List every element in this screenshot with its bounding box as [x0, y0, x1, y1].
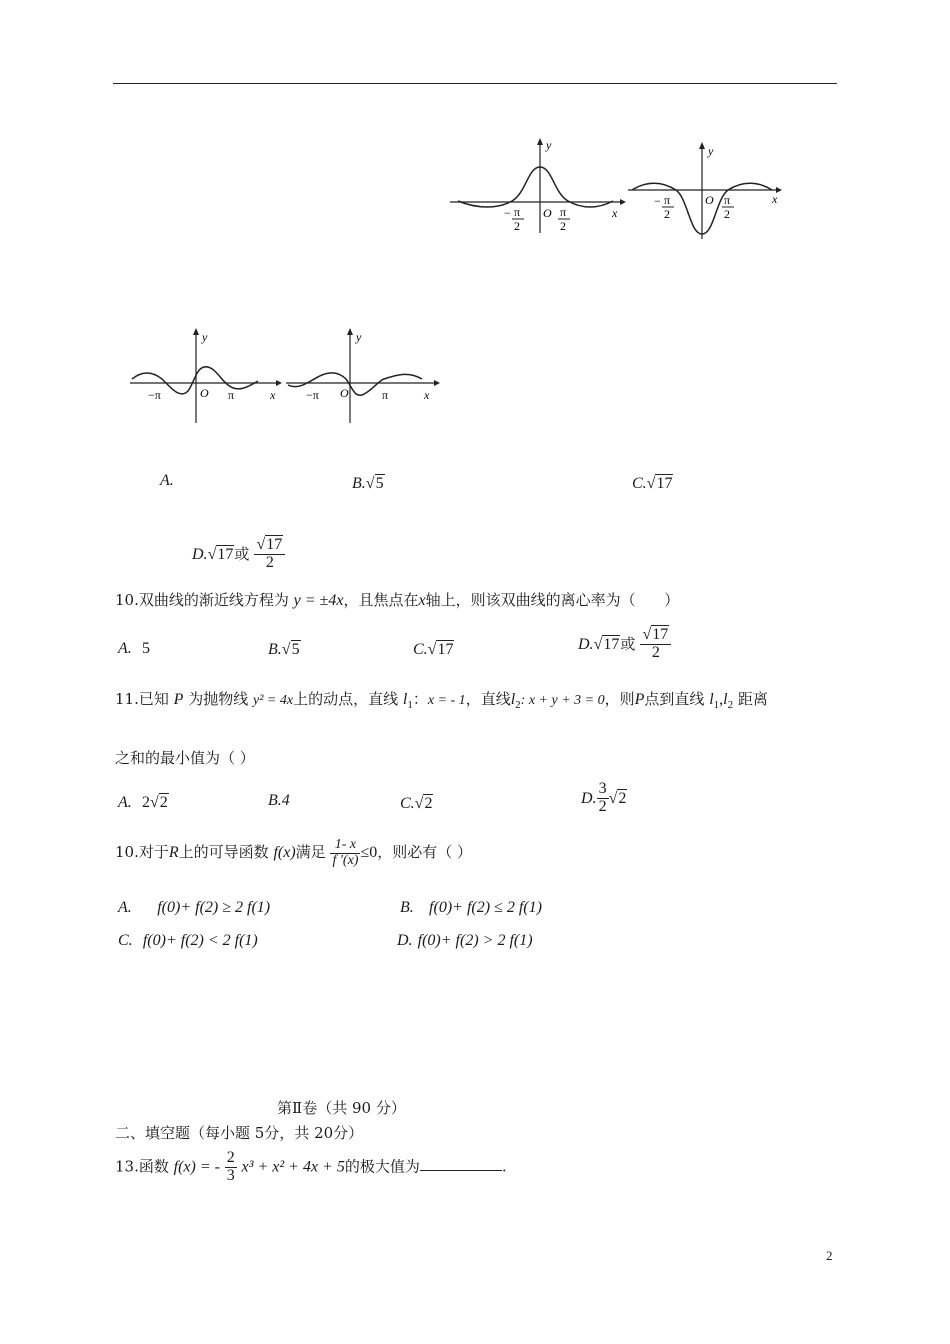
q11-number: 11. — [115, 690, 139, 708]
q11-text-7: 距离 — [737, 690, 768, 708]
q13-answer-blank[interactable] — [420, 1156, 502, 1171]
graph-bottom-right — [284, 327, 444, 425]
q10b-text-3: 满足 — [295, 843, 326, 862]
graph-br-origin: O — [340, 386, 349, 400]
q11-option-a: A. 2√2 — [118, 794, 168, 811]
q10b-r: R — [168, 844, 179, 862]
q10b-option-d-expr: f(0)+ f(2) > 2 f(1) — [417, 932, 533, 949]
graph-tr-neg-two: 2 — [664, 207, 670, 221]
graph-tr-x-label: x — [772, 192, 778, 206]
q11-text-5: ，则 — [604, 690, 635, 708]
graph-tr-neg-pi: π — [664, 193, 671, 207]
q11-option-d-radicand: 2 — [618, 789, 627, 807]
graph-br-x-label: x — [424, 388, 430, 402]
section-2-subtitle: 二、填空题（每小题 5分，共 20分） — [115, 1124, 364, 1142]
graph-tl-pi: π — [560, 205, 567, 219]
q11-lines-l1-sub: 1 — [713, 699, 720, 711]
q11-option-a-radicand: 2 — [159, 794, 168, 811]
q10b-frac-den: f ′(x) — [332, 852, 359, 868]
q11-option-d-den: 2 — [598, 797, 607, 815]
q11-line-l1-sub: 1 — [407, 699, 413, 711]
q10a-option-a — [118, 638, 150, 658]
q10b-option-d — [397, 930, 533, 950]
q10b-option-a — [118, 897, 270, 917]
q11-point-p-2: P — [634, 691, 645, 708]
q13-frac-num: 2 — [226, 1149, 235, 1166]
q10b-number: 10. — [115, 843, 139, 862]
q10a-option-d-or: 或 — [620, 634, 636, 653]
prev-option-b-label: B. — [352, 475, 366, 492]
prev-option-d-frac-num: 17 — [266, 536, 283, 553]
q13-polynomial: x³ + x² + 4x + 5 — [241, 1158, 345, 1176]
graph-tr-neg-sign: − — [654, 194, 661, 208]
q10a-option-d-frac-num: 17 — [652, 626, 669, 643]
prev-option-b: B.√5 — [352, 475, 384, 492]
question-10-hyperbola — [115, 589, 679, 610]
prev-option-a: A. — [160, 472, 174, 489]
q11-lines-comma: , — [719, 691, 724, 708]
prev-option-c-radicand: 17 — [656, 475, 673, 492]
q11-option-c: C.√2 — [400, 795, 433, 812]
q11-colon: ： — [412, 690, 428, 708]
graph-tr-pi: π — [724, 193, 731, 207]
q13-period: . — [501, 1157, 507, 1176]
q11-line-l2-sub: 2 — [515, 699, 521, 711]
graph-bl-y-label: y — [202, 330, 208, 344]
q11-line-l1-eq: x = - 1 — [427, 693, 466, 708]
graph-tl-origin: O — [543, 206, 552, 220]
prev-option-d: D.√17或 $\frac{√17}{2}$ — [192, 537, 285, 572]
prev-option-d-frac-den: 2 — [265, 553, 274, 571]
q10a-option-c-radicand: 17 — [437, 641, 454, 658]
q11-lines-l2-sub: 2 — [727, 699, 734, 711]
q11-text-3: 上的动点，直线 — [293, 690, 399, 708]
prev-option-d-radicand: 17 — [217, 545, 234, 563]
q10a-asymptote-eq: y = ±4x — [293, 592, 344, 609]
graph-top-left — [448, 137, 626, 235]
q10b-option-b-expr: f(0)+ f(2) ≤ 2 f(1) — [429, 899, 542, 916]
q11-option-d-label: D. — [581, 789, 597, 807]
q10b-text-2: 上的可导函数 — [178, 843, 269, 862]
q10b-text-4: ，则必有（ ） — [377, 843, 473, 862]
graph-tl-y-label: y — [546, 138, 552, 152]
prev-option-c-label: C. — [632, 475, 647, 492]
graph-tr-origin: O — [705, 193, 714, 207]
q10b-le: ≤0 — [360, 844, 378, 862]
q11-line-2: 之和的最小值为（ ） — [115, 749, 255, 767]
q11-line-l2-eq: : x + y + 3 = 0 — [520, 693, 605, 708]
q10b-frac-num: 1- x — [330, 838, 360, 854]
graph-tl-neg-pi: π — [514, 205, 521, 219]
q13-number: 13. — [115, 1157, 139, 1176]
q10a-option-d-radicand: 17 — [603, 635, 620, 653]
q11-text-2: 为抛物线 — [188, 690, 249, 708]
q11-lines-l1: l — [709, 691, 714, 708]
prev-option-c: C.√17 — [632, 475, 673, 492]
graph-tr-y-label: y — [708, 144, 714, 158]
q11-lines-l2: l — [723, 691, 728, 708]
graph-bl-pi: π — [228, 388, 235, 402]
q11-line-l2: l — [510, 691, 516, 708]
question-13 — [115, 1150, 507, 1185]
page-number: 2 — [826, 1248, 833, 1263]
graph-bottom-left — [128, 327, 284, 425]
q13-fx: f(x) = - — [173, 1158, 220, 1176]
q10b-text-1: 对于 — [138, 843, 169, 862]
graph-br-pi: π — [382, 388, 389, 402]
q13-text-2: 的极大值为 — [344, 1157, 420, 1176]
q11-option-d: D. $\frac{3}{2}$ √2 — [581, 780, 627, 815]
graph-tl-neg-sign: − — [504, 206, 511, 220]
q10b-option-b-label: B. — [400, 899, 414, 916]
q10b-fx: f(x) — [273, 844, 296, 862]
q10b-option-c-expr: f(0)+ f(2) < 2 f(1) — [142, 932, 258, 949]
q10a-number: 10. — [115, 591, 139, 609]
graph-top-right — [626, 141, 784, 241]
q10a-option-b-label: B. — [268, 641, 282, 658]
q11-point-p: P — [173, 691, 184, 708]
graph-tl-neg-two: 2 — [514, 219, 520, 233]
q10a-axis: x — [418, 592, 426, 609]
graph-br-neg-pi: −π — [306, 388, 319, 402]
section-2-title: 第Ⅱ卷（共 90 分） — [277, 1099, 406, 1117]
q10a-option-a-value: 5 — [141, 640, 150, 657]
graph-br-y-label: y — [356, 330, 362, 344]
q10a-option-a-label: A. — [118, 640, 132, 657]
q11-option-a-coef: 2 — [141, 794, 150, 811]
graph-tl-x-label: x — [612, 206, 618, 220]
graph-tl-two: 2 — [560, 219, 566, 233]
q10a-option-d: D.√17或 $\frac{√17}{2}$ — [578, 627, 671, 662]
q10a-option-c-label: C. — [413, 641, 428, 658]
q10a-option-c: C.√17 — [413, 641, 454, 658]
q11-option-b: B.4 — [268, 792, 290, 809]
q10a-text-3: 轴上，则该双曲线的离心率为（ — [425, 591, 636, 609]
prev-option-d-label: D. — [192, 545, 208, 563]
graph-tr-two: 2 — [724, 207, 730, 221]
q11-parabola-eq: y² = 4x — [253, 693, 294, 708]
q10b-option-a-label: A. — [118, 899, 132, 916]
graph-bl-neg-pi: −π — [148, 388, 161, 402]
q10b-option-d-label: D. — [397, 932, 413, 949]
q11-option-a-label: A. — [118, 794, 132, 811]
q10a-option-d-frac-den: 2 — [651, 643, 660, 661]
q11-option-d-num: 3 — [598, 780, 607, 797]
question-11 — [115, 688, 768, 711]
q11-text-6: 点到直线 — [644, 690, 705, 708]
q10a-option-b: B.√5 — [268, 641, 300, 658]
q10a-option-d-label: D. — [578, 635, 594, 653]
q10a-text-4: ） — [664, 591, 680, 609]
q10b-option-c-label: C. — [118, 932, 133, 949]
q10b-option-b — [400, 897, 542, 917]
q11-text-1: 已知 — [138, 690, 169, 708]
prev-option-d-or: 或 — [234, 544, 250, 563]
q11-line-l1: l — [402, 691, 408, 708]
graph-bl-origin: O — [200, 386, 209, 400]
q10a-text-1: 双曲线的渐近线方程为 — [138, 591, 289, 609]
q10a-option-b-radicand: 5 — [291, 641, 300, 658]
q10a-text-2: ，且焦点在 — [343, 591, 419, 609]
q13-text-1: 函数 — [138, 1157, 169, 1176]
header-rule — [113, 83, 837, 84]
question-10-derivative — [115, 838, 472, 868]
q11-option-c-radicand: 2 — [424, 795, 433, 812]
graph-bl-x-label: x — [270, 388, 276, 402]
q11-text-4: ，直线 — [465, 690, 511, 708]
q11-option-c-label: C. — [400, 795, 415, 812]
prev-option-b-radicand: 5 — [375, 475, 384, 492]
q10b-option-a-expr: f(0)+ f(2) ≥ 2 f(1) — [157, 899, 271, 916]
q10b-option-c — [118, 930, 258, 950]
q13-frac-den: 3 — [226, 1166, 235, 1184]
